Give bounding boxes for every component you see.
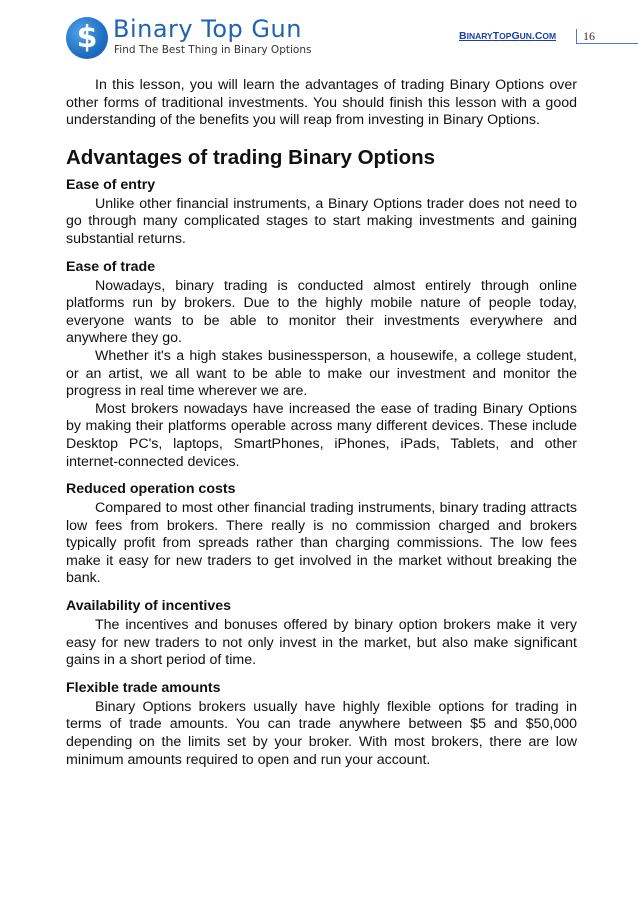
section-heading: Ease of trade <box>66 258 156 275</box>
page-header <box>0 0 638 64</box>
section-heading: Reduced operation costs <box>66 481 236 498</box>
logo-tagline: Find The Best Thing in Binary Options <box>114 44 312 56</box>
logo <box>66 15 312 61</box>
section-paragraph: Compared to most other financial trading instruments, binary trading attracts low fees from brokers. There really is no commission charged and brokers typically profit from spreads rather than charging commissions. The low fees make it easy for new traders to get involved in the market without breaking the bank. <box>66 500 577 587</box>
section-heading: Availability of incentives <box>66 598 232 615</box>
logo-title: Binary Top Gun <box>113 15 302 43</box>
site-link-part: UN <box>519 31 532 41</box>
site-link-part: OM <box>542 31 557 41</box>
site-link-part: INARY <box>466 31 493 41</box>
site-link-part: T <box>492 30 500 42</box>
section-paragraph: Nowadays, binary trading is conducted almost entirely through online platforms run by brokers. Due to the highly mobile nature of people today, everyone wants to be able to monitor their investments everywhere and anywhere they go. <box>66 277 577 347</box>
site-link-part: OP <box>499 31 512 41</box>
section-paragraph: Whether it's a high stakes businessperson, a housewife, a college student, or an artist, we all want to be able to make our investment and monitor the progress in real time wherever we are. <box>66 347 577 400</box>
section-paragraph: Unlike other financial instruments, a Binary Options trader does not need to go through many complicated stages to start making investments and gaining substantial returns. <box>66 195 577 247</box>
section-paragraph: Binary Options brokers usually have highly flexible options for trading in terms of trade amounts. You can trade anywhere between $5 and $50,000 depending on the limits set by your broker. With most brokers, there are low minimum amounts required to open and run your account. <box>66 698 577 768</box>
page-content <box>66 77 577 769</box>
site-link[interactable] <box>459 30 556 42</box>
section-paragraph: Most brokers nowadays have increased the ease of trading Binary Options by making their platforms operable across many different devices. These include Desktop PC's, laptops, SmartPhones, iPhones, iPads, Tablets, and other internet-connected devices. <box>66 400 577 470</box>
intro-paragraph: In this lesson, you will learn the advantages of trading Binary Options over other forms of traditional investments. You should finish this lesson with a good understanding of the benefits you will reap from investing in Binary Options. <box>66 77 577 129</box>
section-heading: Flexible trade amounts <box>66 679 221 696</box>
section-heading: Ease of entry <box>66 176 156 193</box>
main-heading: Advantages of trading Binary Options <box>66 145 436 169</box>
section-paragraph: The incentives and bonuses offered by binary option brokers make it very easy for new traders to not only invest in the market, but also make significant gains in a short period of time. <box>66 617 577 669</box>
site-link-part: B <box>459 30 467 42</box>
site-link-part: . <box>531 30 535 42</box>
page-number: 16 <box>583 29 595 43</box>
site-link-part: G <box>511 30 520 42</box>
site-link-part: C <box>534 30 543 42</box>
dollar-sign-icon: $ <box>66 17 108 59</box>
